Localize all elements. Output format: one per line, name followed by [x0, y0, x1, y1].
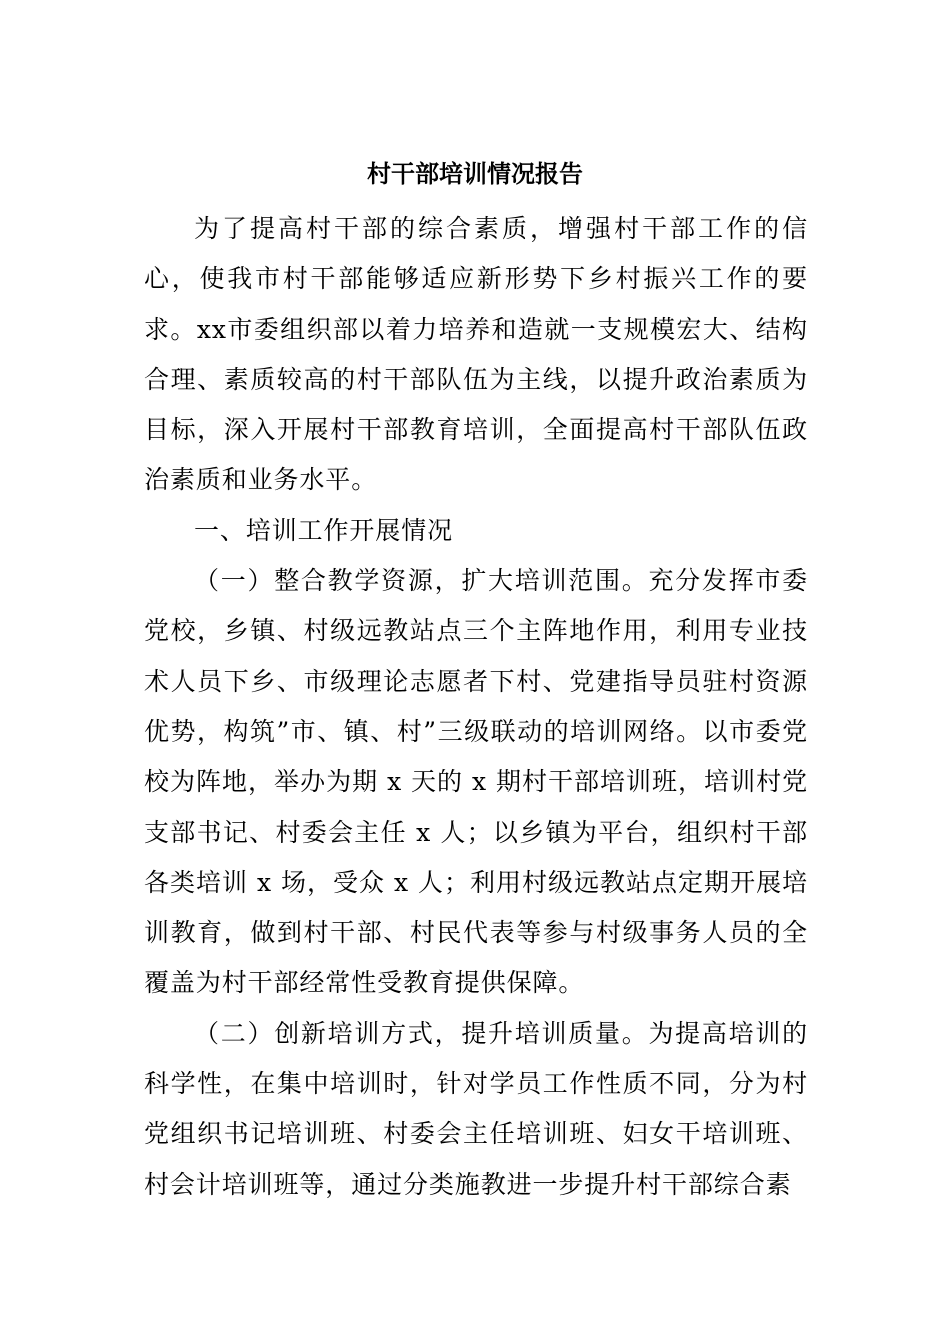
section-heading: 一、培训工作开展情况 — [194, 515, 454, 545]
intro-paragraph: 为了提高村干部的综合素质，增强村干部工作的信心，使我市村干部能够适应新形势下乡村振兴工作的要求。xx市委组织部以着力培养和造就一支规模宏大、结构合理、素质较高的村干部队伍为主线，以提升政治素质为目标，深入开展村干部教育培训，全面提高村干部队伍政治素质和业务水平。 — [144, 214, 808, 495]
document-title: 村干部培训情况报告 — [367, 160, 583, 188]
document-body — [144, 204, 808, 1210]
paragraph-innovate-methods: （二）创新培训方式，提升培训质量。为提高培训的科学性，在集中培训时，针对学员工作性质不同，分为村党组织书记培训班、村委会主任培训班、妇女干培训班、村会计培训班等，通过分类施教进一步提升村干部综合素 — [144, 1018, 808, 1199]
paragraph-integrate-resources: （一）整合教学资源，扩大培训范围。充分发挥市委党校，乡镇、村级远教站点三个主阵地作用，利用专业技术人员下乡、市级理论志愿者下村、党建指导员驻村资源优势，构筑”市、镇、村”三级联动的培训网络。以市委党校为阵地，举办为期 x 天的 x 期村干部培训班，培训村党支部书记、村委会主任 x 人；以乡镇为平台，组织村干部各类培训 x 场，受众 x 人；利用村级远教站点定期开展培训教育，做到村干部、村民代表等参与村级事务人员的全覆盖为村干部经常性受教育提供保障。 — [144, 566, 808, 998]
